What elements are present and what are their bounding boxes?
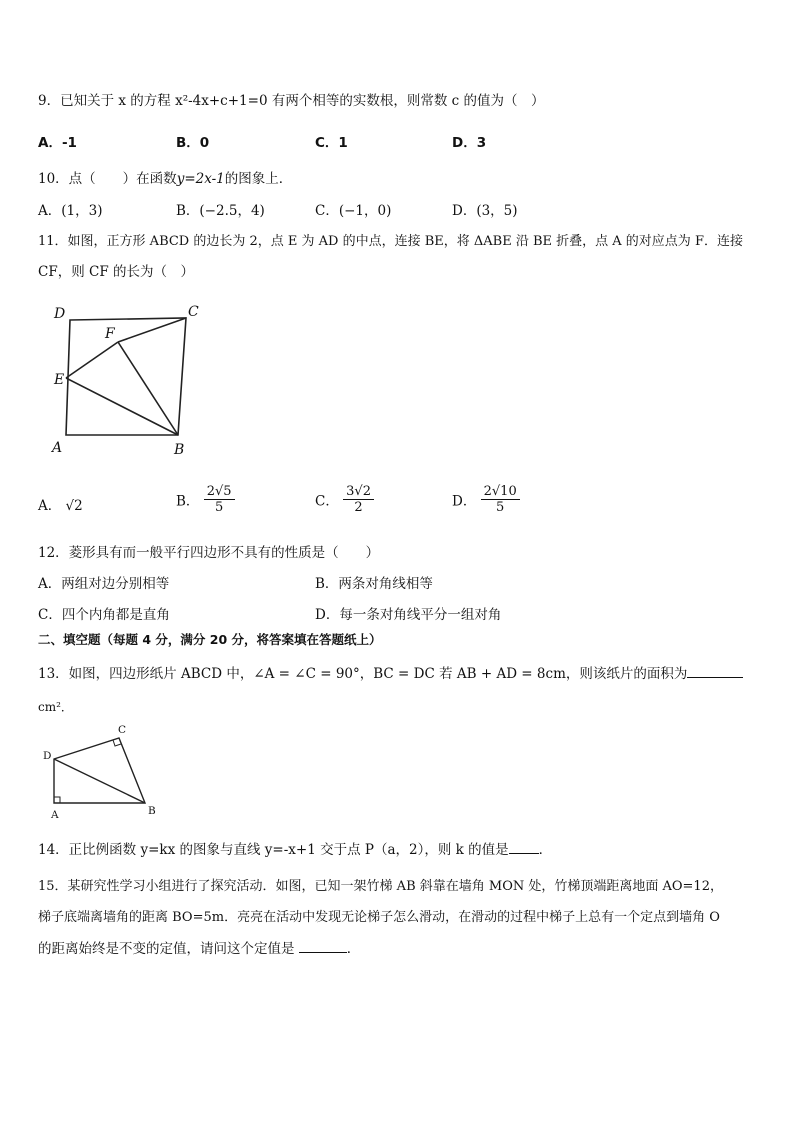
q10-option-b: B．(−2.5，4) — [176, 203, 265, 219]
segment-fb — [118, 342, 178, 435]
q11-option-c: C． $\frac{3√2}{2}$ — [315, 484, 374, 515]
quadrilateral-abcd — [54, 738, 145, 803]
q9-stem: 9．已知关于 x 的方程 x²-4x+c+1=0 有两个相等的实数根，则常数 c 的值为（ ） — [38, 93, 545, 109]
segment-eb — [66, 378, 178, 435]
q10-option-c: C．(−1，0) — [315, 203, 392, 219]
q11-option-d: D． $\frac{2√10}{5}$ — [452, 484, 520, 515]
label-d: D — [54, 306, 66, 322]
q10-option-a: A．(1，3) — [38, 203, 103, 219]
q15-stem-line2: 梯子底端离墙角的距离 BO=5m．亮亮在活动中发现无论梯子怎么滑动，在滑动的过程中梯子上总有一个定点到墙角 O — [38, 910, 720, 925]
q11-stem-line2: CF，则 CF 的长为（ ） — [38, 264, 194, 280]
q9-option-b: B．0 — [176, 135, 210, 151]
diagonal-db — [54, 759, 145, 803]
q15-answer-blank — [299, 940, 347, 953]
q14-stem: 14．正比例函数 y=kx 的图象与直线 y=-x+1 交于点 P（a，2），则 k 的值是 ． — [38, 842, 553, 858]
q9-option-c: C．1 — [315, 135, 348, 151]
label-c: C — [188, 304, 199, 320]
q12-option-a: A．两组对边分别相等 — [38, 576, 170, 592]
label-b: B — [148, 805, 156, 817]
label-e: E — [54, 372, 65, 388]
q9-option-a: A．-1 — [38, 135, 77, 151]
q9-option-d: D．3 — [452, 135, 487, 151]
q13-answer-blank — [687, 665, 743, 678]
q12-option-c: C．四个内角都是直角 — [38, 607, 170, 623]
q13-stem-line2: cm²． — [38, 700, 73, 714]
label-a: A — [51, 809, 59, 821]
q15-stem-line1: 15．某研究性学习小组进行了探究活动．如图，已知一架竹梯 AB 斜靠在墙角 MON 处，竹梯顶端距离地面 AO=12， — [38, 879, 723, 894]
label-f: F — [105, 326, 115, 342]
label-c: C — [118, 724, 127, 736]
q10-option-d: D．(3，5) — [452, 203, 518, 219]
segment-fc — [118, 318, 186, 342]
q11-option-b: B． $\frac{2√5}{5}$ — [176, 484, 235, 515]
q13-stem-line1: 13．如图，四边形纸片 ABCD 中，∠A = ∠C = 90°，BC = DC 若 AB + AD = 8cm，则该纸片的面积为 — [38, 662, 743, 682]
q12-option-b: B．两条对角线相等 — [315, 576, 433, 592]
q11-option-a: A． √2 — [38, 498, 83, 514]
right-angle-a — [54, 797, 60, 803]
q14-answer-blank — [509, 841, 539, 854]
q12-option-d: D．每一条对角线平分一组对角 — [315, 607, 502, 623]
square-abcd — [66, 318, 186, 435]
label-a: A — [52, 440, 63, 456]
label-b: B — [174, 442, 185, 458]
section2-title: 二、填空题（每题 4 分，满分 20 分，将答案填在答题纸上） — [38, 632, 382, 647]
q11-square-figure — [38, 298, 218, 463]
q11-stem-line1: 11．如图，正方形 ABCD 的边长为 2，点 E 为 AD 的中点，连接 BE，将 ΔABE 沿 BE 折叠，点 A 的对应点为 F．连接 — [38, 234, 743, 249]
segment-ef — [66, 342, 118, 378]
q12-stem: 12．菱形具有而一般平行四边形不具有的性质是（ ） — [38, 545, 380, 561]
q13-quadrilateral-figure — [38, 722, 168, 822]
label-d: D — [43, 750, 52, 762]
q15-stem-line3: 的距离始终是不变的定值，请问这个定值是 ． — [38, 941, 361, 957]
q10-stem: 10．点（ ）在函数y=2x-1的图象上． — [38, 171, 293, 187]
